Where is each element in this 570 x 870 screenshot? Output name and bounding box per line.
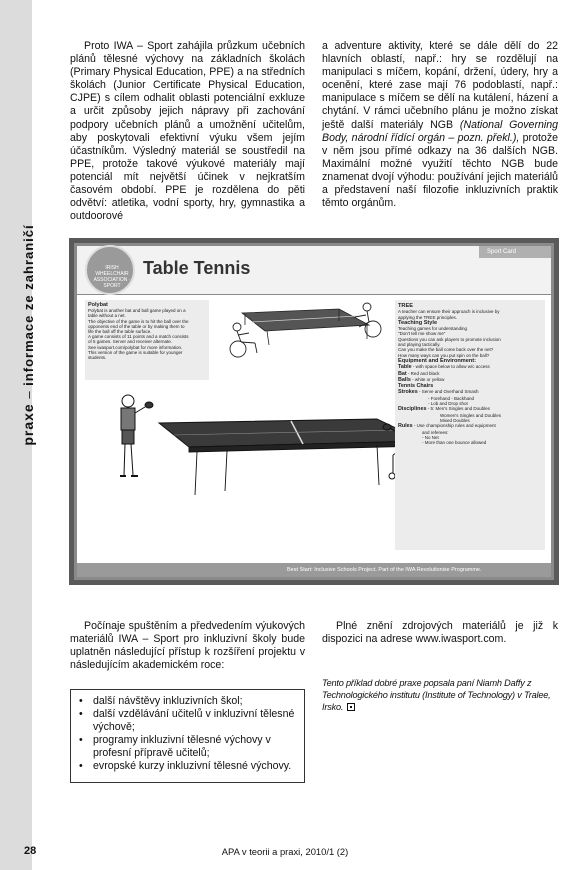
polybat-line: table without a net.: [88, 313, 126, 319]
tree-title: TREE: [398, 303, 413, 309]
polybat-line: opponents end of the table or by making them to: [88, 323, 185, 329]
strokes-value: - Lob and Drop shot: [428, 401, 468, 407]
credit-note: [322, 677, 558, 714]
polybat-line: Polybat is another bat and ball game played on a: [88, 308, 186, 314]
polybat-line: life the ball off the table surface.: [88, 329, 152, 335]
right-paragraph: [322, 40, 558, 210]
left-paragraph: Proto IWA – Sport zahájila průzkum učebních plánů tělesné výchovy na základních školách (Primary Physical Education, PPE) a na středních školách (Junior Certificate Physical Education, CJPE) s cílem odhalit oblasti potenciální exkluze a určit způsoby jejich nápravy při zachování podpory učebních plánů a umožnění učitelům, aby poskytovali efektivní výuku všem jejím účastníkům. Výsledný materiál se soustředil na PPE, protože takové výukové materiály mají potenciál mít největší účinek v nejkratším časovém období. PPE je rozdělena do pěti odvětví: atletika, vodní sporty, hry, gymnastika a outdoorové: [70, 40, 305, 223]
teaching-style-title: Teaching Style: [398, 319, 438, 326]
balls-label: Balls: [398, 376, 411, 383]
tree-box: [395, 300, 545, 550]
sport-card-tab: Sport Card: [479, 246, 551, 258]
lower-left-paragraph: Počínaje spuštěním a předvedením výukových materiálů IWA – Sport pro inkluzivní školy bude uplatněn následující přístup k rozšíření projektu v následujícím akademickém roce:: [70, 620, 305, 672]
table-tennis-figure: [69, 238, 559, 585]
section-name: praxe: [20, 403, 36, 446]
rules-value: - More than one bounce allowed: [422, 440, 487, 446]
polybat-line: The objective of the game is to hit the ball over the: [88, 318, 189, 324]
figure-footer: Best Start: Inclusive Schools Project. Part of the IWA Revolutionise Programme.: [77, 563, 551, 577]
balls-value: - white or yellow: [410, 376, 445, 382]
subsection-name: informace ze zahraničí: [21, 224, 36, 386]
left-column: [70, 40, 305, 223]
lower-left-column: [70, 620, 305, 672]
strokes-label: Strokes: [398, 389, 418, 396]
polybat-line: A game consists of 11 points and a match consists: [88, 334, 189, 340]
bat-label: Bat: [398, 370, 407, 377]
tree-line: applying the TREE principles.: [398, 314, 457, 320]
credit-text: Tento příklad dobré praxe popsala paní Niamh Daffy z Technologického institutu (Institute of Technology) v Tralee, Irsko.: [322, 678, 551, 713]
journal-citation: APA v teorii a praxi, 2010/1 (2): [221, 846, 349, 857]
figure-body: [77, 295, 551, 563]
disciplines-value: Women's Singles and Doubles: [440, 412, 502, 418]
association-logo: [85, 245, 135, 295]
standing-player: [120, 395, 153, 476]
table-value: - with space below to allow w/c access: [411, 364, 490, 370]
list-item: • evropské kurzy inkluzivní tělesné výchovy.: [93, 760, 298, 773]
tree-line: How many ways can you put spin on the ball?: [398, 352, 490, 358]
disciplines-label: Disciplines: [398, 406, 427, 413]
rules-value: and referees:: [422, 429, 449, 435]
tree-line: Teaching games for understanding: [398, 326, 468, 332]
large-table-illustration: [159, 419, 423, 495]
figure-header: [77, 246, 551, 294]
polybat-line: This version of the game is suitable for younger: [88, 349, 183, 355]
small-table-illustration: [242, 309, 369, 345]
bullet-list: [93, 695, 298, 774]
list-item: • další vzdělávání učitelů v inkluzivní tělesné výchově;: [93, 708, 298, 734]
list-item: • další návštěvy inkluzivních škol;: [93, 695, 298, 708]
lower-right-paragraph: Plné znění zdrojových materiálů je již k dispozici na adrese www.iwasport.com.: [322, 620, 558, 646]
disciplines-value: Mixed Doubles: [440, 417, 470, 423]
end-mark-icon: [347, 703, 355, 711]
figure-title: Table Tennis: [143, 258, 251, 278]
table-label: Table: [398, 364, 412, 371]
polybat-line: of 5 games. Server and receiver alternate.: [88, 339, 173, 345]
rules-value: - No Net: [422, 434, 439, 440]
tree-line: and playing tactically.: [398, 342, 441, 348]
polybat-line: See iwasport.com/polybat for more information.: [88, 344, 183, 350]
list-item: • programy inkluzivní tělesné výchovy v profesní přípravě učitelů;: [93, 734, 298, 760]
right-text-end: protože v něm jsou přímé odkazy na 36 dalších NGB. Maximální možné využití těchto NGB bude znamenat dvojí výhodu: používání jejich materiálů a představení naší filozofie inkluzivních praktik těmto orgánům.: [322, 131, 559, 210]
rules-value: - Use championship rules and equipment: [412, 423, 496, 429]
tree-line: Questions you can ask players to promote inclusion: [398, 336, 501, 342]
equipment-title: Equipment and Environment:: [398, 357, 477, 364]
strokes-value: - Forehand - Backhand: [428, 395, 475, 401]
polybat-line: students.: [88, 355, 107, 361]
rules-label: Rules: [398, 423, 413, 430]
section-label: [20, 105, 40, 565]
strokes-value: - Serve and Overhand Smash: [417, 389, 479, 395]
small-wheelchair-left: [230, 323, 257, 357]
polybat-title: Polybat: [88, 302, 108, 308]
right-text-start: a adventure aktivity, které se dále dělí do 22 hlavních oblastí, např.: hry se rozdělují na manipulaci s míčem, kopání, držení, údery, hry a ocenění, které zase mají 76 podoblastí, např.: manipulace s míčem se dělí na kutálení, házení a chytání. V rámci učebního plánu je možno získat ještě další materiály NGB: [322, 40, 558, 131]
lower-right-column: [322, 620, 558, 646]
logo-text: IRISH WHEELCHAIR ASSOCIATION · SPORT: [93, 265, 131, 289]
right-text-italic: (National Governing Body, národní řídící orgán – pozn. překl.),: [322, 118, 559, 144]
bullet-box: [70, 689, 305, 783]
tree-line: "Don't tell me show me": [398, 331, 446, 337]
right-column: [322, 40, 558, 210]
tree-line: Can you make the ball come back over the net?: [398, 347, 494, 353]
chairs-label: Tennis Chairs: [398, 383, 434, 390]
section-dash: –: [21, 385, 36, 404]
disciplines-value: - 5: Men's Singles and Doubles: [426, 406, 490, 412]
tree-line: A teacher can ensure their approach is inclusive by: [398, 309, 500, 315]
figure-frame: [74, 243, 554, 580]
page-number: 28: [24, 845, 37, 857]
bat-value: - Red and black: [406, 370, 440, 376]
